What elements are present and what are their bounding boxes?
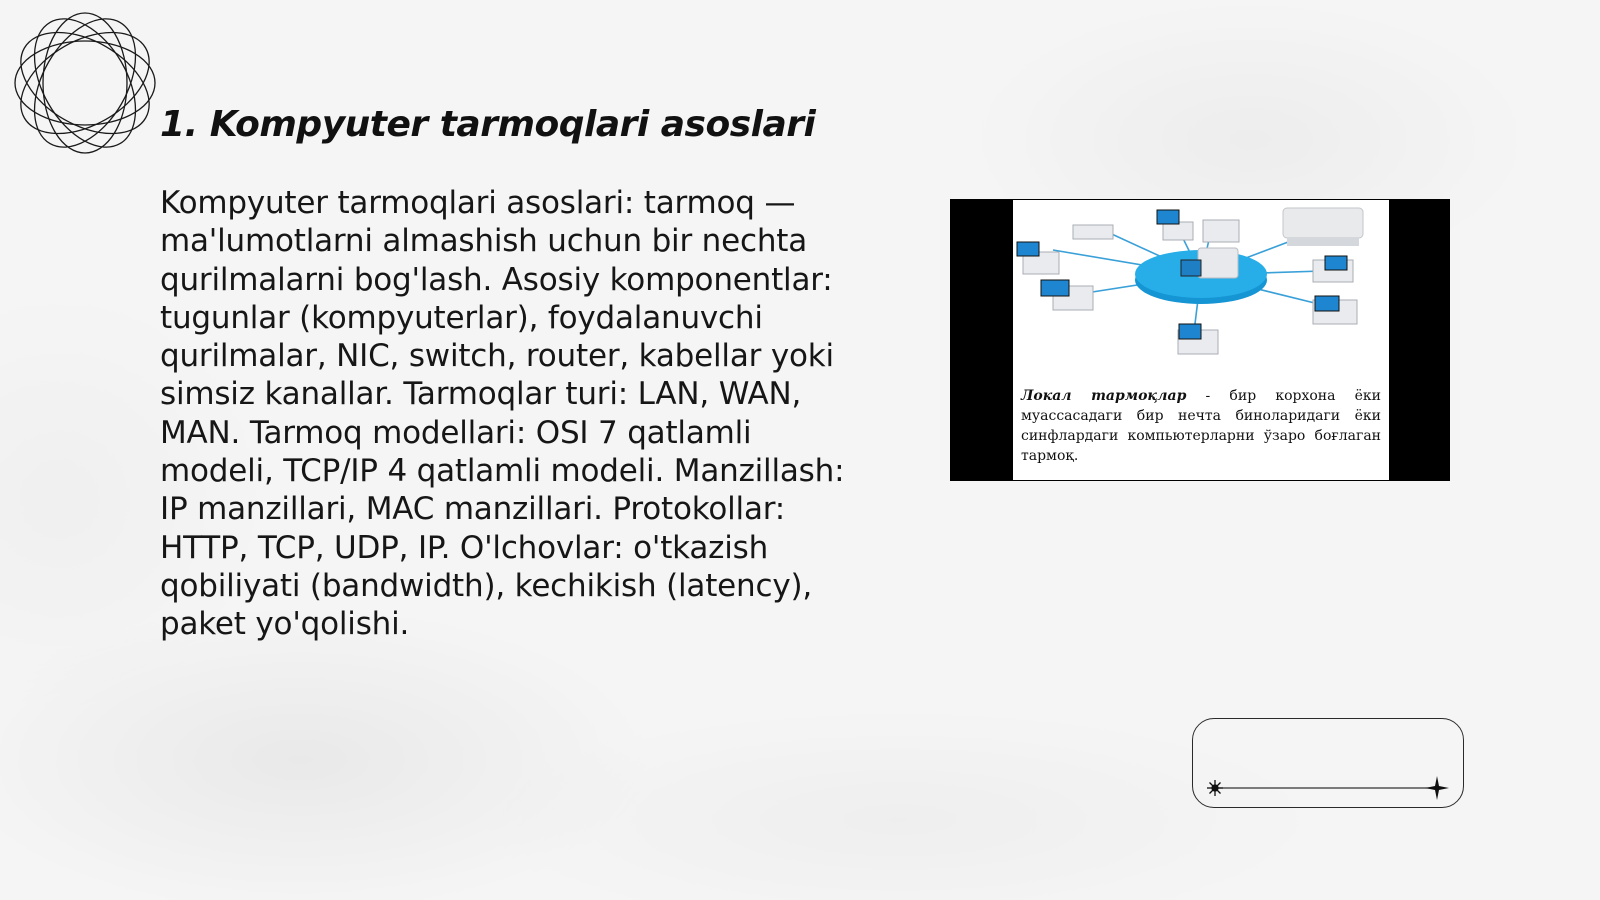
interlaced-circles-ornament-icon xyxy=(10,8,160,158)
slide-body-text: Kompyuter tarmoqlari asoslari: tarmoq — ma'lumotlarni almashish uchun bir nechta qurilmalarni bog'lash. Asosiy komponentlar: tugunlar (kompyuterlar), foydalanuvchi qurilmalar, NIC, switch, router, kabellar yoki simsiz kanallar. Tarmoqlar turi: LAN, WAN, MAN. Tarmoq modellari: OSI 7 qatlamli modeli, TCP/IP 4 qatlamli modeli. Manzillash: IP manzillari, MAC manzillari. Protokollar: HTTP, TCP, UDP, IP. O'lchovlar: o'tkazish qobiliyati (bandwidth), kechikish (latency), paket yo'qolishi. xyxy=(160,185,845,643)
picture-caption xyxy=(1021,386,1381,466)
lan-network-illustration xyxy=(1013,200,1389,375)
sparkle-star-icon xyxy=(1425,776,1449,800)
timeline-decoration xyxy=(1192,718,1464,808)
sun-burst-icon xyxy=(1207,780,1223,796)
network-picture xyxy=(950,199,1450,481)
picture-content xyxy=(1013,200,1389,480)
caption-definition: - бир корхона ёки муассасадаги бир нечта биноларидаги ёки синфлардаги компьютерларни ўзаро боғлаган тармоқ. xyxy=(1021,388,1381,464)
timeline-graphic xyxy=(1193,719,1465,809)
caption-term: Локал тармоқлар xyxy=(1021,388,1187,404)
slide-title: 1. Kompyuter tarmoqlari asoslari xyxy=(160,104,816,145)
